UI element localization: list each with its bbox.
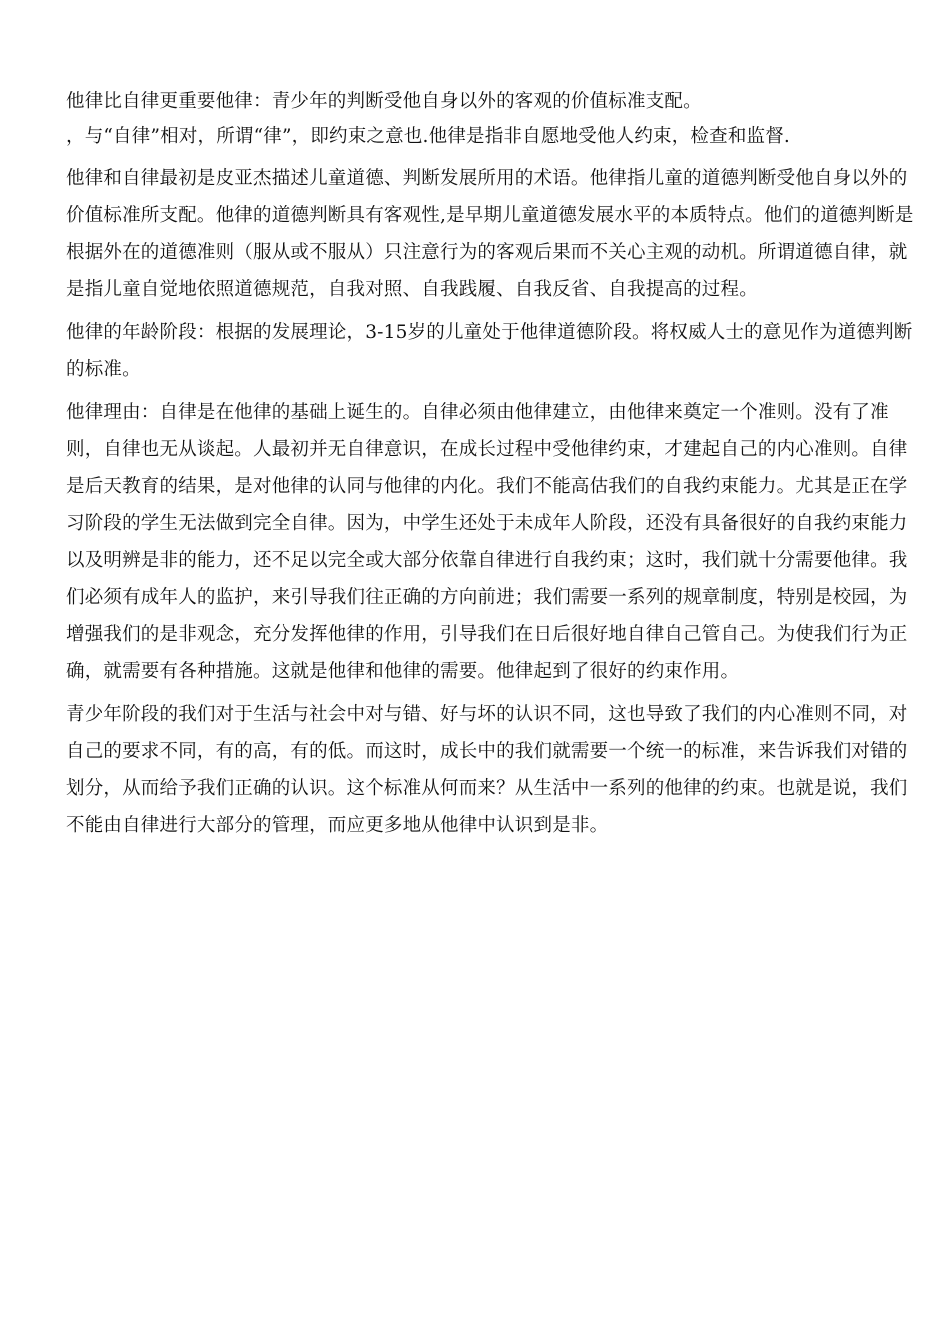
paragraph-reasons: 他律理由：自律是在他律的基础上诞生的。自律必须由他律建立，由他律来奠定一个准则。没有了准则，自律也无从谈起。人最初并无自律意识，在成长过程中受他律约束，才建起自己的内心准则。自律是后天教育的结果，是对他律的认同与他律的内化。我们不能高估我们的自我约束能力。尤其是正在学习阶段的学生无法做到完全自律。因为，中学生还处于未成年人阶段，还没有具备很好的自我约束能力以及明辨是非的能力，还不足以完全或大部分依靠自律进行自我约束；这时，我们就十分需要他律。我们必须有成年人的监护，来引导我们往正确的方向前进；我们需要一系列的规章制度，特别是校园，为增强我们的是非观念，充分发挥他律的作用，引导我们在日后很好地自律自己管自己。为使我们行为正确，就需要有各种措施。这就是他律和他律的需要。他律起到了很好的约束作用。 xyxy=(66,402,908,682)
document-page xyxy=(66,88,926,844)
paragraph-age-stage: 他律的年龄阶段：根据的发展理论，3-15岁的儿童处于他律道德阶段。将权威人士的意见作为道德判断的标准。 xyxy=(66,322,913,380)
paragraph-youth-stage: 青少年阶段的我们对于生活与社会中对与错、好与坏的认识不同，这也导致了我们的内心准则不同，对自己的要求不同，有的高，有的低。而这时，成长中的我们就需要一个统一的标准，来告诉我们对错的划分，从而给予我们正确的认识。这个标准从何而来？从生活中一系列的他律的约束。也就是说，我们不能由自律进行大部分的管理，而应更多地从他律中认识到是非。 xyxy=(66,704,908,836)
paragraph-title-line: 他律比自律更重要他律：青少年的判断受他自身以外的客观的价值标准支配。 xyxy=(66,91,702,112)
paragraph-definition: ，与“自律”相对，所谓“律”，即约束之意也.他律是指非自愿地受他人约束，检查和监督. xyxy=(66,126,790,147)
paragraph-origin: 他律和自律最初是皮亚杰描述儿童道德、判断发展所用的术语。他律指儿童的道德判断受他自身以外的价值标准所支配。他律的道德判断具有客观性,是早期儿童道德发展水平的本质特点。他们的道德判断是根据外在的道德准则（服从或不服从）只注意行为的客观后果而不关心主观的动机。所谓道德自律，就是指儿童自觉地依照道德规范，自我对照、自我践履、自我反省、自我提高的过程。 xyxy=(66,168,914,300)
